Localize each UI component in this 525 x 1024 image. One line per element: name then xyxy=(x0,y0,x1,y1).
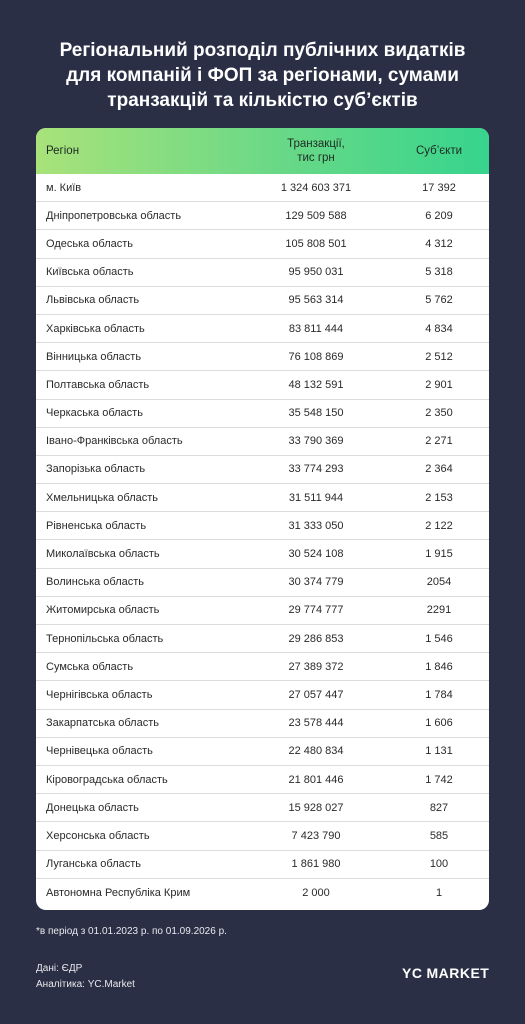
header-transactions xyxy=(243,137,389,165)
cell-subjects: 2 350 xyxy=(425,407,453,420)
cell-transactions: 83 811 444 xyxy=(288,322,344,335)
cell-subjects: 4 834 xyxy=(425,322,453,335)
cell-region: Херсонська область xyxy=(46,829,150,842)
cell-transactions: 27 057 447 xyxy=(288,688,344,701)
data-table xyxy=(36,128,489,910)
cell-region: Запорізька область xyxy=(46,463,146,476)
cell-transactions: 95 563 314 xyxy=(288,294,344,307)
table-row xyxy=(36,484,489,512)
table-row xyxy=(36,456,489,484)
cell-region: Волинська область xyxy=(46,576,145,589)
cell-transactions: 95 950 031 xyxy=(288,266,344,279)
cell-region: Миколаївська область xyxy=(46,548,160,561)
table-row xyxy=(36,851,489,879)
cell-subjects: 1 546 xyxy=(425,632,453,645)
cell-region: Автономна Республіка Крим xyxy=(46,886,191,899)
cell-subjects: 2 901 xyxy=(425,378,453,391)
period-note: *в період з 01.01.2023 р. по 01.09.2026 р. xyxy=(36,926,227,937)
table-row xyxy=(36,879,489,907)
table-row xyxy=(36,822,489,850)
header-transactions-line2: тис грн xyxy=(297,152,335,164)
cell-subjects: 5 762 xyxy=(425,294,453,307)
cell-transactions: 35 548 150 xyxy=(288,407,344,420)
cell-region: Житомирська область xyxy=(46,604,160,617)
cell-transactions: 129 509 588 xyxy=(285,209,347,222)
table-row xyxy=(36,315,489,343)
cell-transactions: 48 132 591 xyxy=(288,378,344,391)
cell-region: Івано-Франківська область xyxy=(46,435,183,448)
header-subjects: Суб’єкти xyxy=(415,145,463,157)
cell-transactions: 2 000 xyxy=(302,886,330,899)
cell-region: Львівська область xyxy=(46,294,140,307)
cell-subjects: 2054 xyxy=(426,576,452,589)
table-row xyxy=(36,259,489,287)
table-row xyxy=(36,681,489,709)
logo-mark: YC xyxy=(402,965,423,981)
table-row xyxy=(36,512,489,540)
table-row xyxy=(36,766,489,794)
cell-transactions: 23 578 444 xyxy=(288,717,344,730)
table-row xyxy=(36,174,489,202)
cell-region: Кіровоградська область xyxy=(46,773,168,786)
cell-region: Хмельницька область xyxy=(46,491,159,504)
table-row xyxy=(36,371,489,399)
cell-transactions: 22 480 834 xyxy=(288,745,344,758)
header-region: Регіон xyxy=(46,145,80,157)
table-row xyxy=(36,343,489,371)
table-row xyxy=(36,202,489,230)
cell-subjects: 17 392 xyxy=(422,181,456,194)
cell-subjects: 1 606 xyxy=(425,717,453,730)
title-line-2: для компаній і ФОП за регіонами, сумами xyxy=(66,65,459,86)
cell-region: Черкаська область xyxy=(46,407,143,420)
cell-region: Одеська область xyxy=(46,237,134,250)
cell-subjects: 827 xyxy=(429,801,449,814)
source-info xyxy=(36,961,135,993)
table-row xyxy=(36,540,489,568)
cell-subjects: 100 xyxy=(429,858,449,871)
table-body xyxy=(36,174,489,907)
cell-transactions: 33 790 369 xyxy=(288,435,344,448)
cell-transactions: 29 286 853 xyxy=(288,632,344,645)
cell-region: Сумська область xyxy=(46,660,134,673)
cell-region: Донецька область xyxy=(46,801,139,814)
cell-region: Чернівецька область xyxy=(46,745,153,758)
cell-transactions: 76 108 869 xyxy=(288,350,344,363)
cell-subjects: 2291 xyxy=(426,604,452,617)
cell-subjects: 5 318 xyxy=(425,266,453,279)
cell-subjects: 1 784 xyxy=(425,688,453,701)
header-transactions-line1: Транзакції, xyxy=(287,138,345,150)
cell-region: Закарпатська область xyxy=(46,717,159,730)
cell-subjects: 2 271 xyxy=(425,435,453,448)
cell-subjects: 2 153 xyxy=(425,491,453,504)
cell-subjects: 6 209 xyxy=(425,209,453,222)
cell-region: Рівненська область xyxy=(46,519,147,532)
table-row xyxy=(36,287,489,315)
cell-subjects: 1 131 xyxy=(425,745,453,758)
cell-subjects: 2 122 xyxy=(425,519,453,532)
cell-subjects: 1 846 xyxy=(425,660,453,673)
cell-transactions: 15 928 027 xyxy=(288,801,344,814)
cell-region: Вінницька область xyxy=(46,350,142,363)
cell-subjects: 2 512 xyxy=(425,350,453,363)
cell-transactions: 31 511 944 xyxy=(288,491,344,504)
cell-transactions: 27 389 372 xyxy=(288,660,344,673)
table-row xyxy=(36,653,489,681)
table-row xyxy=(36,428,489,456)
table-row xyxy=(36,794,489,822)
cell-transactions: 1 324 603 371 xyxy=(280,181,352,194)
table-row xyxy=(36,597,489,625)
table-row xyxy=(36,738,489,766)
logo-brand: MARKET xyxy=(426,965,490,981)
title-line-3: транзакцій та кількістю суб’єктів xyxy=(107,90,418,111)
cell-subjects: 1 xyxy=(435,886,443,899)
cell-region: Полтавська область xyxy=(46,378,150,391)
cell-region: Дніпропетровська область xyxy=(46,209,182,222)
title-line-1: Регіональний розподіл публічних видатків xyxy=(59,40,466,61)
cell-region: м. Київ xyxy=(46,181,82,194)
cell-transactions: 29 774 777 xyxy=(288,604,344,617)
cell-transactions: 7 423 790 xyxy=(291,829,341,842)
table-row xyxy=(36,625,489,653)
table-row xyxy=(36,569,489,597)
source-analytics: Аналітика: YC.Market xyxy=(36,979,135,990)
cell-region: Луганська область xyxy=(46,858,141,871)
cell-subjects: 1 742 xyxy=(425,773,453,786)
cell-transactions: 30 524 108 xyxy=(288,548,344,561)
page-title xyxy=(0,38,525,113)
cell-region: Чернігівська область xyxy=(46,688,153,701)
table-header xyxy=(36,128,489,174)
cell-transactions: 105 808 501 xyxy=(285,237,347,250)
cell-transactions: 1 861 980 xyxy=(291,858,341,871)
cell-subjects: 2 364 xyxy=(425,463,453,476)
table-row xyxy=(36,230,489,258)
cell-transactions: 33 774 293 xyxy=(288,463,344,476)
table-row xyxy=(36,400,489,428)
brand-logo xyxy=(402,965,489,981)
cell-transactions: 31 333 050 xyxy=(288,519,344,532)
cell-subjects: 4 312 xyxy=(425,237,453,250)
table-row xyxy=(36,710,489,738)
cell-subjects: 585 xyxy=(429,829,449,842)
cell-region: Київська область xyxy=(46,266,134,279)
cell-transactions: 30 374 779 xyxy=(288,576,344,589)
cell-subjects: 1 915 xyxy=(425,548,453,561)
cell-transactions: 21 801 446 xyxy=(288,773,344,786)
cell-region: Тернопільська область xyxy=(46,632,164,645)
source-data: Дані: ЄДР xyxy=(36,963,83,974)
cell-region: Харківська область xyxy=(46,322,145,335)
